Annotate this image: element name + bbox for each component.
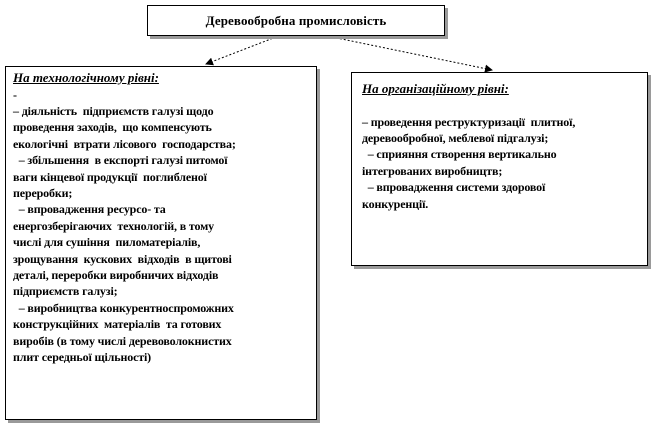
organizational-level-list [362, 114, 641, 212]
left-list-line: – збільшення в експорті галузі питомої [13, 153, 228, 168]
organizational-level-heading: На організаційному рівні: [362, 81, 509, 96]
left-list-line: переробки; [13, 185, 73, 200]
right-list-line: деревообробної, меблевої підгалузі; [362, 130, 549, 145]
left-list-line: плит середньої щільності) [13, 350, 152, 364]
technological-level-list [13, 87, 310, 366]
left-list-line: проведення заходів, що компенсують [13, 120, 212, 135]
left-list-line: ваги кінцевої продукції поглибленої [13, 169, 207, 184]
arrow-to-left-box [206, 37, 276, 64]
left-list-line: енергозберігаючих технологій, в тому [13, 218, 215, 233]
right-list-line: – проведення реструктуризації плитної, [362, 114, 576, 129]
left-list-line: деталі, переробки виробничих відходів [13, 267, 219, 282]
left-list-line: – впровадження ресурсо- та [13, 202, 166, 217]
arrow-to-right-box [332, 37, 492, 70]
right-list-line: конкуренції. [362, 196, 429, 211]
technological-level-box [5, 66, 317, 420]
left-list-line: підприємств галузі; [13, 284, 118, 299]
left-list-line: зрощування кускових відходів в щитові [13, 251, 232, 266]
left-list-line: – діяльність підприємств галузі щодо [13, 103, 214, 118]
left-list-line: конструкційних матеріалів та готових [13, 317, 222, 332]
left-list-line: – виробництва конкурентноспроможних [13, 300, 234, 315]
left-list-line: числі для сушіння пиломатеріалів, [13, 235, 201, 250]
left-list-line: екологічні втрати лісового господарства; [13, 136, 236, 151]
organizational-level-box [351, 72, 648, 266]
right-list-line: – сприяння створення вертикально [362, 147, 557, 162]
left-list-line: - [13, 87, 17, 102]
industry-title: Деревообробна промисловість [205, 12, 387, 28]
industry-title-box [147, 5, 445, 36]
right-list-line: інтегрованих виробництв; [362, 163, 503, 178]
technological-level-heading: На технологічному рівні: [13, 70, 159, 85]
right-list-line: – впровадження системи здорової [362, 180, 546, 195]
left-list-line: виробів (в тому числі деревоволокнистих [13, 333, 232, 348]
